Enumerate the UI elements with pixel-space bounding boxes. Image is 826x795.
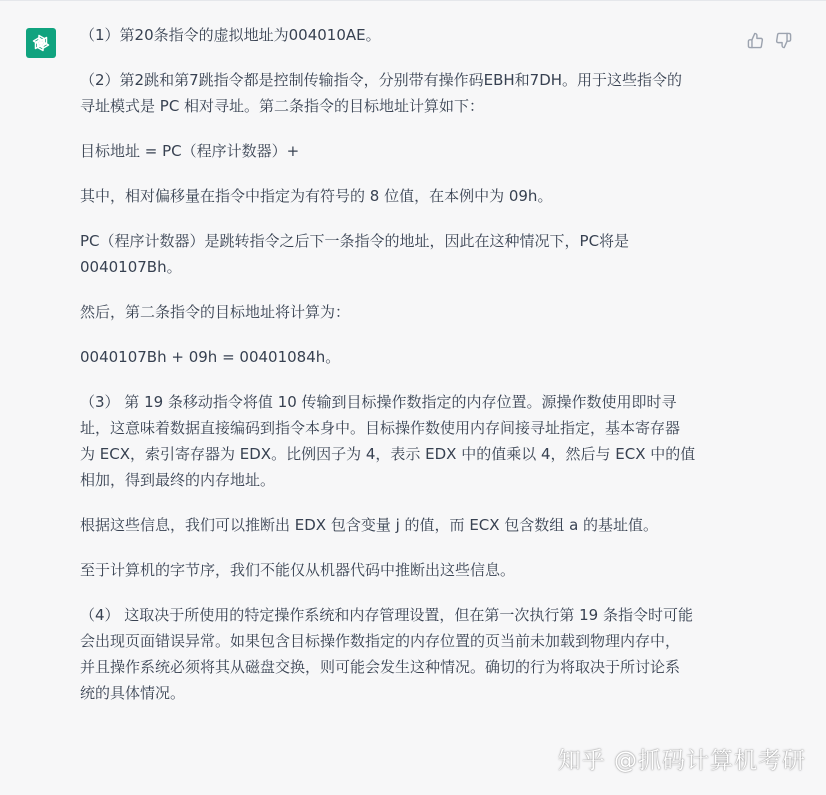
text-line: （1）第20条指令的虚拟地址为004010AE。 (80, 26, 381, 44)
text-line: 相加，得到最终的内存地址。 (80, 471, 276, 489)
thumbs-down-icon (775, 32, 792, 49)
text-line: （2）第2跳和第7跳指令都是控制传输指令，分别带有操作码EBH和7DH。用于这些指令的 (80, 71, 683, 89)
dislike-button[interactable] (774, 31, 792, 49)
text-line: 0040107Bh + 09h = 00401084h。 (80, 348, 341, 366)
paragraph-2 (80, 67, 760, 119)
text-line: 并且操作系统必须将其从磁盘交换，则可能会发生这种情况。确切的行为将取决于所讨论系 (80, 658, 681, 676)
text-line: 为 ECX，索引寄存器为 EDX。比例因子为 4，表示 EDX 中的值乘以 4，然后与 ECX 中的值 (80, 445, 696, 463)
assistant-message (80, 22, 760, 725)
paragraph-3 (80, 138, 760, 164)
assistant-avatar (26, 28, 56, 58)
text-line: 统的具体情况。 (80, 684, 186, 702)
text-line: 然后，第二条指令的目标地址将计算为： (80, 303, 351, 321)
paragraph-8 (80, 389, 760, 493)
zhihu-watermark: 知乎 @抓码计算机考研 (557, 748, 806, 774)
text-line: 0040107Bh。 (80, 258, 182, 276)
text-line: 会出现页面错误异常。如果包含目标操作数指定的内存位置的页当前未加载到物理内存中， (80, 632, 681, 650)
paragraph-1 (80, 22, 760, 48)
paragraph-10 (80, 557, 760, 583)
paragraph-6 (80, 299, 760, 325)
text-line: PC（程序计数器）是跳转指令之后下一条指令的地址，因此在这种情况下，PC将是 (80, 232, 630, 250)
text-line: 根据这些信息，我们可以推断出 EDX 包含变量 j 的值，而 ECX 包含数组 a 的基址值。 (80, 516, 659, 534)
openai-logo-icon (30, 32, 52, 54)
text-line: （3） 第 19 条移动指令将值 10 传输到目标操作数指定的内存位置。源操作数使用即时寻 (80, 393, 677, 411)
text-line: 至于计算机的字节序，我们不能仅从机器代码中推断出这些信息。 (80, 561, 516, 579)
paragraph-5 (80, 228, 760, 280)
text-line: 其中，相对偏移量在指令中指定为有符号的 8 位值，在本例中为 09h。 (80, 187, 553, 205)
text-line: 址，这意味着数据直接编码到指令本身中。目标操作数使用内存间接寻址指定，基本寄存器 (80, 419, 681, 437)
text-line: 寻址模式是 PC 相对寻址。第二条指令的目标地址计算如下： (80, 97, 485, 115)
paragraph-11 (80, 602, 760, 706)
paragraph-9 (80, 512, 760, 538)
top-divider (0, 0, 826, 1)
text-line: 目标地址 = PC（程序计数器）+ (80, 142, 300, 160)
paragraph-4 (80, 183, 760, 209)
paragraph-7 (80, 344, 760, 370)
text-line: （4） 这取决于所使用的特定操作系统和内存管理设置，但在第一次执行第 19 条指令时可能 (80, 606, 693, 624)
